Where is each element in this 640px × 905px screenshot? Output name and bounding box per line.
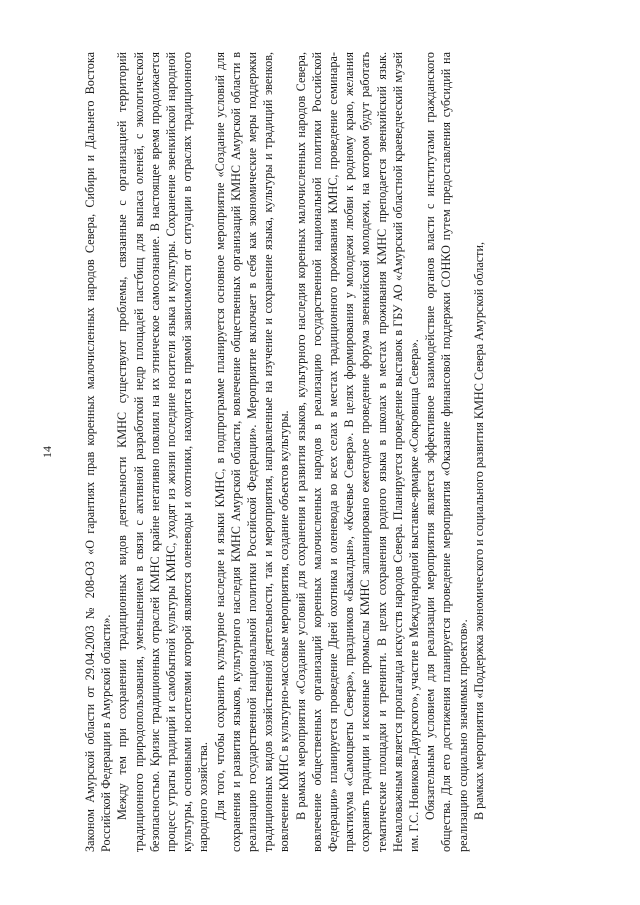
- paragraph-main-activity: Для того, чтобы сохранить культурное наследие и языки КМНС, в подпрограмме планируется основное мероприятие «Создание условий для сохранения и развития языков, культурного наследия КМНС Амурской области, вовлечение общественных организаций КМНС Амурской области в реализацию государственной национальной политики Российской Федерации». Мероприятие включает в себя как экономические меры поддержки традиционных видов хозяйственной деятельности, так и мероприятия, направленные на изучение и сохранение языка, культуры и традиций эвенков, вовлечение КМНС в культурно-массовые мероприятия, создание объектов культуры.: [212, 52, 292, 852]
- page-number: 14: [40, 446, 54, 458]
- paragraph-law-reference: Законом Амурской области от 29.04.2003 № 208-ОЗ «О гарантиях прав коренных малочисленных народов Севера, Сибири и Дальнего Востока Российской Федерации в Амурской области».: [83, 52, 114, 852]
- paragraph-economic-support: В рамках мероприятия «Поддержка экономического и социального развития КМНС Севера Амурской области,: [471, 241, 486, 820]
- paragraph-problems: Между тем при сохранении традиционных видов деятельности КМНС существуют проблемы, связанные с организацией территорий традиционного природопользования, уменьшением в связи с активной разработкой недр площадей пастбищ для выпаса оленей, с экологической безопасностью. Кризис традиционных отраслей КМНС крайне негативно повлиял на их этническое самосознание. В настоящее время продолжается процесс утраты традиций и самобытной культуры КМНС, уходят из жизни последние носители языка и культуры. Сохранение эвенкийской народной культуры, основными носителями которой являются оленеводы и охотники, находится в прямой зависимости от ситуации в отраслях традиционного народного хозяйства.: [115, 52, 211, 852]
- rotated-page-content: [40, 52, 600, 852]
- paragraph-events: В рамках мероприятия «Создание условий для сохранения и развития языков, культурного наследия коренных малочисленных народов Севера, вовлечение общественных организаций коренных малочисленных народов в реализацию государственной национальной политики Российской Федерации» планируется проведение Дней охотника и оленевода во всех селах в местах традиционного проживания КМНС, проведение семинара-практикума «Самоцветы Севера», праздников «Бакалдын», «Кочевье Севера». В целях формирования у молодежи любви к родному краю, желания сохранять традиции и исконные промыслы КМНС запланировано ежегодное проведение форума эвенкийской молодежи, на котором будут работать тематические площадки и тренинги. В целях сохранения родного языка в школах в местах проживания КМНС преподается эвенкийский язык. Немаловажным является пропаганда искусств народов Севера. Планируется проведение выставок в ГБУ АО «Амурский областной краеведческий музей им. Г.С. Новикова-Даурского», участие в Международной выставке-ярмарке «Сокровища Севера».: [293, 52, 422, 852]
- paragraph-civil-society: Обязательным условием для реализации мероприятия является эффективное взаимодействие органов власти с институтами гражданского общества. Для его достижения планируется проведение мероприятия «Оказание финансовой поддержки СОНКО путем предоставления субсидий на реализацию социально значимых проектов».: [423, 52, 470, 852]
- body-text: [82, 52, 487, 852]
